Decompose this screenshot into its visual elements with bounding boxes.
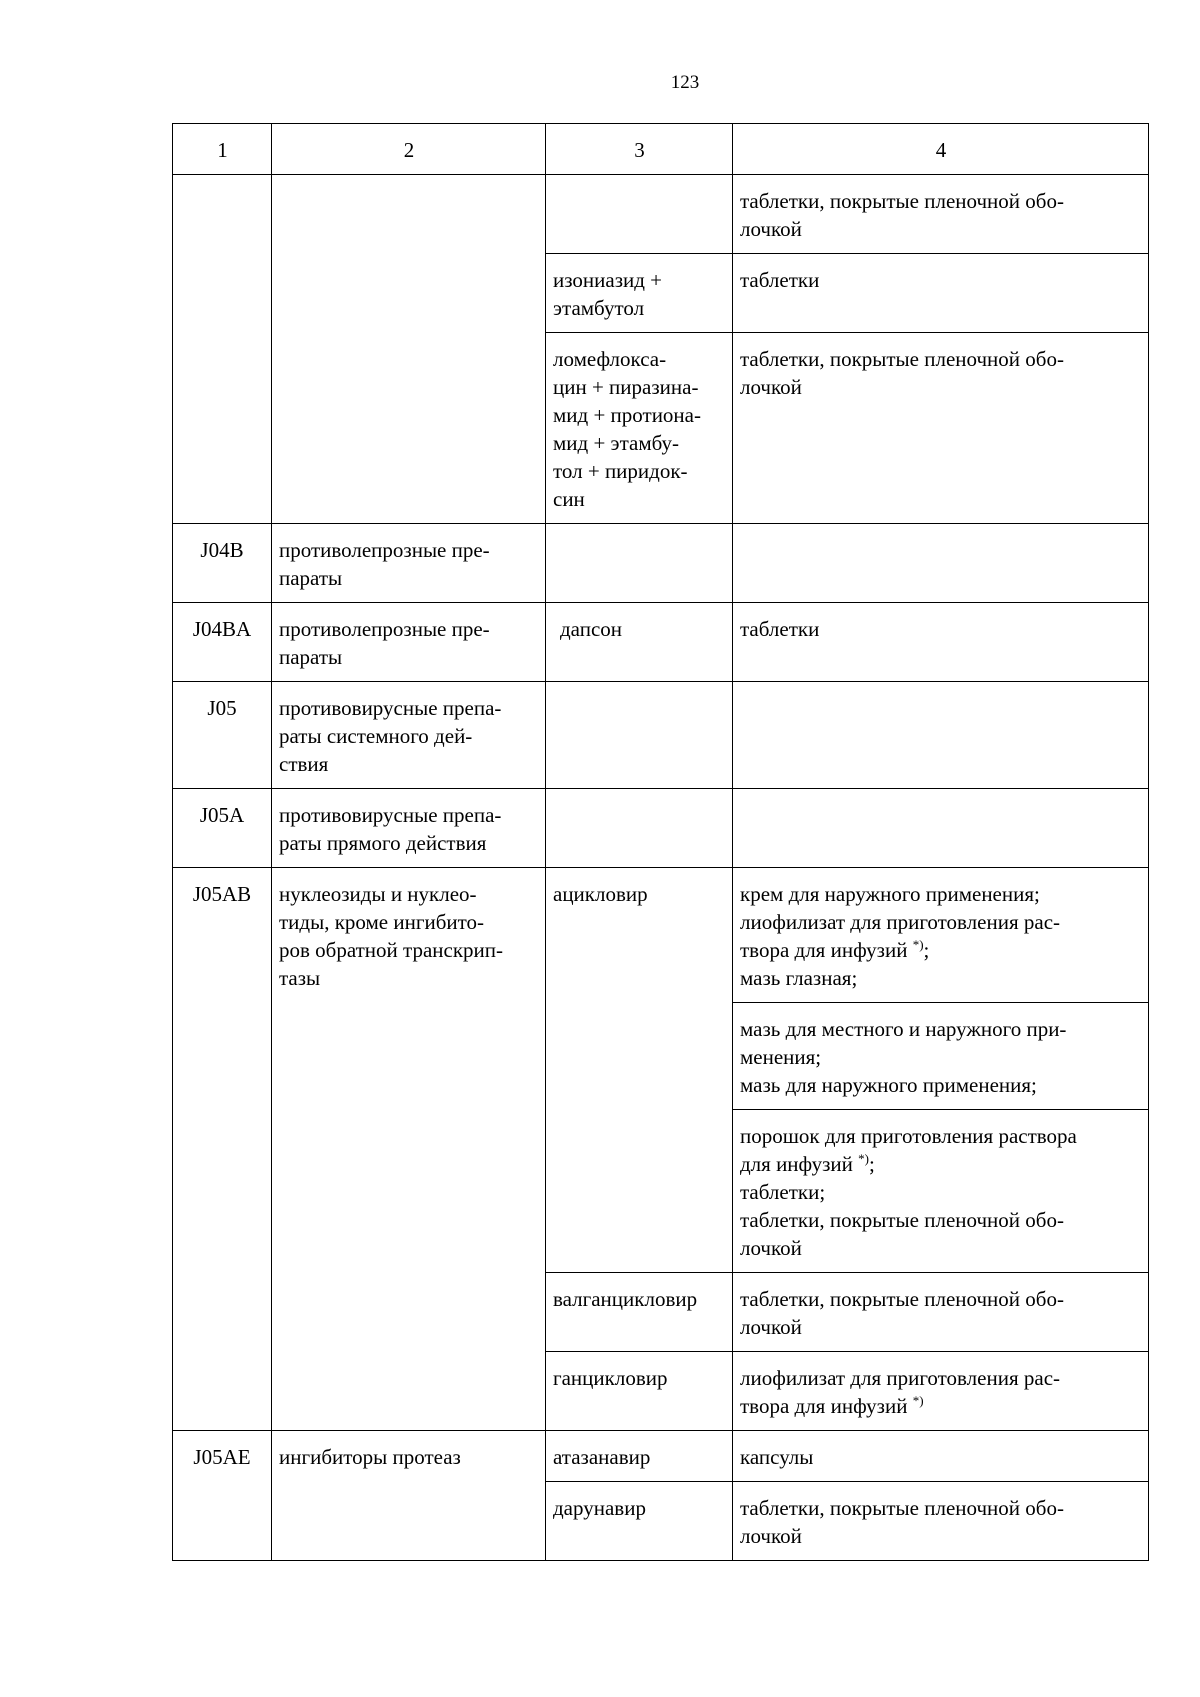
dosage-form-text: таблетки, покрытые пленочной обо-	[740, 1208, 1064, 1232]
table-row	[173, 603, 1149, 682]
drug-name-cell	[546, 603, 733, 682]
group-name-text: противолепрозные пре-	[279, 538, 490, 562]
code-cell: J05	[173, 682, 272, 789]
dosage-form-line	[740, 1150, 1142, 1178]
dosage-form-text: таблетки;	[740, 1180, 826, 1204]
group-name-text: параты	[279, 566, 343, 590]
group-name-cell	[272, 789, 546, 868]
drug-name-text: изониазид +	[553, 268, 663, 292]
drug-name-cell	[546, 254, 733, 333]
dosage-form-text: порошок для приготовления раствора	[740, 1124, 1077, 1148]
drug-name-text: дарунавир	[553, 1496, 646, 1520]
drug-name-text: этамбутол	[553, 296, 645, 320]
group-name-cell	[272, 1431, 546, 1561]
group-name-cell	[272, 603, 546, 682]
dosage-form-cell	[733, 682, 1149, 789]
drug-name-cell	[546, 789, 733, 868]
code-cell: J05AE	[173, 1431, 272, 1561]
dosage-form-text: мазь глазная;	[740, 966, 858, 990]
dosage-form-text: лиофилизат для приготовления рас-	[740, 910, 1061, 934]
dosage-form-cell	[733, 175, 1149, 254]
drug-name-cell	[546, 1273, 733, 1352]
code-cell	[173, 175, 272, 524]
dosage-form-cell	[733, 254, 1149, 333]
dosage-form-cell	[733, 1431, 1149, 1482]
group-name-text: противовирусные препа-	[279, 696, 502, 720]
drug-name-cell	[546, 1431, 733, 1482]
dosage-form-text: лочкой	[740, 1524, 802, 1548]
header-col-2: 2	[272, 124, 546, 175]
dosage-form-cell	[733, 789, 1149, 868]
drug-name-text: цин + пиразина-	[553, 375, 699, 399]
dosage-form-text: твора для инфузий	[740, 1394, 908, 1418]
header-col-1: 1	[173, 124, 272, 175]
header-col-3: 3	[546, 124, 733, 175]
dosage-form-text: капсулы	[740, 1445, 814, 1469]
table-row	[173, 789, 1149, 868]
dosage-form-text: таблетки, покрытые пленочной обо-	[740, 1287, 1064, 1311]
dosage-form-cell	[733, 1482, 1149, 1561]
table-row	[173, 524, 1149, 603]
group-name-text: ингибиторы протеаз	[279, 1445, 461, 1469]
code-cell: J04B	[173, 524, 272, 603]
group-name-text: раты системного дей-	[279, 724, 473, 748]
table-row	[173, 868, 1149, 1003]
table-row	[173, 682, 1149, 789]
drug-name-cell	[546, 682, 733, 789]
group-name-cell	[272, 868, 546, 1431]
dosage-form-cell	[733, 1003, 1149, 1110]
footnote-mark: *)	[912, 937, 924, 952]
code-cell: J05AB	[173, 868, 272, 1431]
dosage-form-cell	[733, 1273, 1149, 1352]
page-number: 123	[670, 72, 700, 93]
group-name-cell	[272, 682, 546, 789]
code-cell: J04BA	[173, 603, 272, 682]
dosage-form-cell	[733, 603, 1149, 682]
drug-name-cell	[546, 333, 733, 524]
drug-name-text: син	[553, 487, 585, 511]
footnote-mark: *)	[858, 1151, 869, 1166]
drug-name-cell	[546, 1352, 733, 1431]
dosage-form-text: лочкой	[740, 217, 802, 241]
dosage-form-cell	[733, 333, 1149, 524]
group-name-text: противовирусные препа-	[279, 803, 502, 827]
dosage-form-text: менения;	[740, 1045, 822, 1069]
drug-name-cell	[546, 175, 733, 254]
group-name-text: тиды, кроме ингибито-	[279, 910, 485, 934]
group-name-cell	[272, 175, 546, 524]
dosage-form-text: лочкой	[740, 1236, 802, 1260]
dosage-form-text: таблетки, покрытые пленочной обо-	[740, 347, 1064, 371]
group-name-text: ров обратной транскрип-	[279, 938, 504, 962]
table-row	[173, 175, 1149, 254]
drug-name-text: ломефлокса-	[553, 347, 667, 371]
dosage-form-cell	[733, 1110, 1149, 1273]
drug-name-cell	[546, 868, 733, 1273]
dosage-form-text: таблетки	[740, 268, 820, 292]
drug-name-text: валганцикловир	[553, 1287, 698, 1311]
dosage-form-text: крем для наружного применения;	[740, 882, 1040, 906]
drug-name-text: мид + этамбу-	[553, 431, 679, 455]
table-row	[173, 1431, 1149, 1482]
dosage-form-cell	[733, 1352, 1149, 1431]
dosage-form-text: мазь для местного и наружного при-	[740, 1017, 1067, 1041]
drug-name-text: ацикловир	[553, 882, 648, 906]
group-name-cell	[272, 524, 546, 603]
drug-name-text: тол + пиридок-	[553, 459, 688, 483]
header-row	[173, 124, 1149, 175]
dosage-form-text: таблетки	[740, 617, 820, 641]
drug-name-cell	[546, 524, 733, 603]
punctuation: ;	[923, 938, 930, 962]
group-name-text: параты	[279, 645, 343, 669]
group-name-text: ствия	[279, 752, 329, 776]
dosage-form-text: таблетки, покрытые пленочной обо-	[740, 189, 1064, 213]
punctuation: ;	[869, 1152, 875, 1176]
group-name-text: противолепрозные пре-	[279, 617, 490, 641]
dosage-form-line	[740, 936, 1142, 964]
drug-name-text: дапсон	[560, 617, 623, 641]
group-name-text: раты прямого действия	[279, 831, 487, 855]
group-name-text: тазы	[279, 966, 321, 990]
dosage-form-text: таблетки, покрытые пленочной обо-	[740, 1496, 1064, 1520]
code-cell: J05A	[173, 789, 272, 868]
dosage-form-text: мазь для наружного применения;	[740, 1073, 1037, 1097]
header-col-4: 4	[733, 124, 1149, 175]
dosage-form-text: для инфузий	[740, 1152, 853, 1176]
footnote-mark: *)	[912, 1393, 924, 1408]
dosage-form-text: лочкой	[740, 1315, 802, 1339]
drug-name-text: атазанавир	[553, 1445, 651, 1469]
dosage-form-cell	[733, 524, 1149, 603]
dosage-form-cell	[733, 868, 1149, 1003]
dosage-form-text: лочкой	[740, 375, 802, 399]
dosage-form-text: лиофилизат для приготовления рас-	[740, 1366, 1061, 1390]
drug-name-cell	[546, 1482, 733, 1561]
drug-name-text: мид + протиона-	[553, 403, 701, 427]
drug-name-text: ганцикловир	[553, 1366, 668, 1390]
group-name-text: нуклеозиды и нуклео-	[279, 882, 477, 906]
drug-table	[172, 123, 1149, 1561]
dosage-form-line	[740, 1392, 1142, 1420]
dosage-form-text: твора для инфузий	[740, 938, 908, 962]
